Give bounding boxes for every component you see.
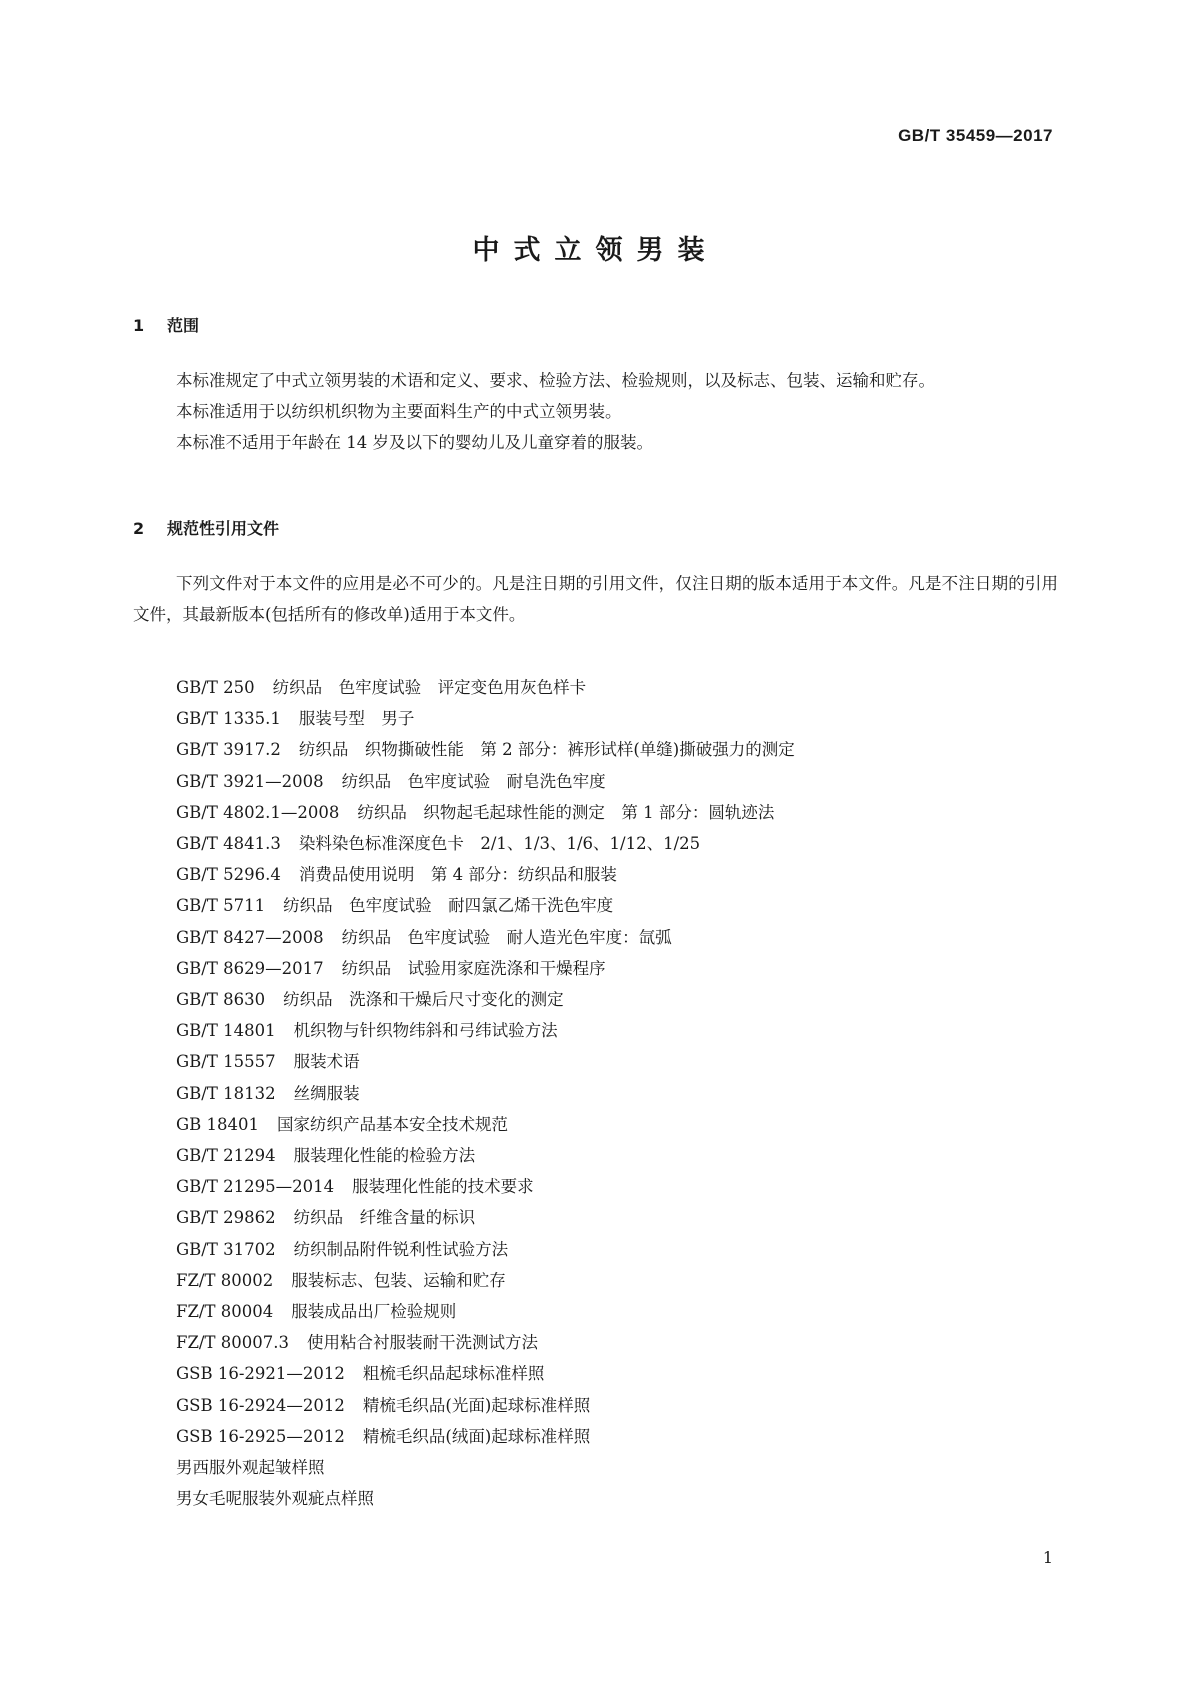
reference-code: GSB 16-2924—2012: [176, 1395, 345, 1415]
reference-code: GB/T 5296.4: [176, 865, 281, 885]
reference-code: GB/T 21294: [176, 1146, 276, 1166]
reference-code: GB/T 4841.3: [176, 834, 281, 854]
reference-title: 服装理化性能的技术要求: [352, 1177, 534, 1197]
paragraph: 本标准不适用于年龄在 14 岁及以下的婴幼儿及儿童穿着的服装。: [176, 433, 653, 452]
reference-title: 机织物与针织物纬斜和弓纬试验方法: [293, 1021, 558, 1041]
reference-item: [176, 984, 795, 1015]
reference-item: [176, 890, 795, 921]
section-2-heading: [133, 516, 279, 539]
reference-code: GB/T 29862: [176, 1208, 276, 1228]
reference-title: 纺织品 织物起毛起球性能的测定 第 1 部分：圆轨迹法: [357, 802, 775, 822]
reference-code: GB/T 4802.1—2008: [176, 802, 340, 822]
reference-code: GB/T 21295—2014: [176, 1177, 335, 1197]
reference-item: [176, 1171, 795, 1202]
reference-item: [176, 953, 795, 984]
reference-code: GB/T 31702: [176, 1239, 276, 1259]
reference-item: [176, 766, 795, 797]
reference-item: [176, 1483, 795, 1514]
reference-code: FZ/T 80002: [176, 1270, 274, 1290]
reference-code: GB/T 15557: [176, 1052, 276, 1072]
reference-item: [176, 1234, 795, 1265]
reference-item: [176, 1327, 795, 1358]
reference-code: FZ/T 80004: [176, 1302, 274, 1322]
reference-item: [176, 1015, 795, 1046]
reference-item: [176, 1265, 795, 1296]
reference-code: GB/T 3921—2008: [176, 771, 324, 791]
reference-title: 精梳毛织品(光面)起球标准样照: [362, 1395, 591, 1415]
reference-title: 纺织品 纤维含量的标识: [293, 1208, 476, 1228]
reference-code: GB/T 8630: [176, 990, 266, 1010]
reference-item: [176, 734, 795, 765]
reference-title: 纺织品 色牢度试验 耐人造光色牢度：氙弧: [341, 927, 672, 947]
reference-item: [176, 1109, 795, 1140]
reference-code: GB/T 18132: [176, 1083, 276, 1103]
section-1-body: [133, 365, 1058, 458]
standard-number: GB/T 35459—2017: [898, 126, 1053, 145]
reference-code: GB/T 250: [176, 678, 255, 697]
section-title: 规范性引用文件: [167, 519, 280, 538]
reference-title: 染料染色标准深度色卡 2/1、1/3、1/6、1/12、1/25: [298, 834, 701, 854]
reference-title: 消费品使用说明 第 4 部分：纺织品和服装: [298, 865, 617, 885]
reference-title: 纺织品 色牢度试验 耐四氯乙烯干洗色牢度: [283, 896, 614, 916]
reference-item: [176, 1452, 795, 1483]
reference-code: GB/T 1335.1: [176, 709, 281, 729]
paragraph: 下列文件对于本文件的应用是必不可少的。凡是注日期的引用文件，仅注日期的版本适用于本文件。凡是不注日期的引用文件，其最新版本(包括所有的修改单)适用于本文件。: [133, 574, 1058, 624]
reference-title: 纺织品 织物撕破性能 第 2 部分：裤形试样(单缝)撕破强力的测定: [298, 740, 795, 760]
reference-code: GB/T 8427—2008: [176, 927, 324, 947]
reference-item: [176, 922, 795, 953]
paragraph: 本标准适用于以纺织机织物为主要面料生产的中式立领男装。: [176, 402, 622, 421]
section-title: 范围: [167, 316, 200, 335]
reference-title: 男女毛呢服装外观疵点样照: [176, 1489, 374, 1509]
reference-title: 纺织品 色牢度试验 耐皂洗色牢度: [341, 771, 606, 791]
reference-item: [176, 797, 795, 828]
reference-item: [176, 1078, 795, 1109]
reference-title: 服装号型 男子: [298, 709, 415, 729]
reference-item: [176, 1296, 795, 1327]
reference-title: 丝绸服装: [293, 1083, 360, 1103]
reference-title: 服装标志、包装、运输和贮存: [291, 1270, 506, 1290]
reference-item: [176, 1390, 795, 1421]
reference-item: [176, 1358, 795, 1389]
reference-item: [176, 672, 795, 703]
reference-title: 使用粘合衬服装耐干洗测试方法: [306, 1333, 538, 1353]
reference-code: GB/T 3917.2: [176, 740, 281, 760]
reference-item: [176, 828, 795, 859]
reference-title: 服装成品出厂检验规则: [291, 1302, 457, 1322]
page-number: 1: [1042, 1548, 1053, 1567]
reference-title: 纺织制品附件锐利性试验方法: [293, 1239, 509, 1259]
document-title: 中式立领男装: [472, 235, 719, 266]
reference-title: 精梳毛织品(绒面)起球标准样照: [362, 1426, 591, 1446]
reference-title: 粗梳毛织品起球标准样照: [362, 1364, 545, 1384]
reference-title: 服装术语: [293, 1052, 360, 1072]
reference-code: FZ/T 80007.3: [176, 1333, 289, 1353]
reference-code: GB/T 14801: [176, 1021, 276, 1041]
reference-item: [176, 859, 795, 890]
reference-title: 纺织品 色牢度试验 评定变色用灰色样卡: [272, 678, 587, 697]
section-number: 1: [133, 316, 145, 335]
normative-references-list: [176, 672, 795, 1514]
reference-code: GSB 16-2921—2012: [176, 1364, 345, 1384]
section-1-heading: [133, 313, 199, 336]
reference-title: 纺织品 洗涤和干燥后尺寸变化的测定: [283, 990, 564, 1010]
reference-title: 纺织品 试验用家庭洗涤和干燥程序: [341, 958, 606, 978]
reference-item: [176, 1046, 795, 1077]
paragraph: 本标准规定了中式立领男装的术语和定义、要求、检验方法、检验规则，以及标志、包装、运输和贮存。: [176, 371, 935, 390]
section-number: 2: [133, 519, 145, 538]
reference-item: [176, 703, 795, 734]
reference-item: [176, 1202, 795, 1233]
reference-code: GSB 16-2925—2012: [176, 1426, 345, 1446]
reference-title: 男西服外观起皱样照: [176, 1458, 325, 1478]
reference-item: [176, 1421, 795, 1452]
reference-title: 国家纺织产品基本安全技术规范: [277, 1114, 509, 1134]
reference-code: GB/T 5711: [176, 896, 266, 916]
section-2-body: [133, 568, 1058, 630]
reference-title: 服装理化性能的检验方法: [293, 1146, 476, 1166]
reference-item: [176, 1140, 795, 1171]
reference-code: GB/T 8629—2017: [176, 958, 324, 978]
reference-code: GB 18401: [176, 1114, 260, 1134]
